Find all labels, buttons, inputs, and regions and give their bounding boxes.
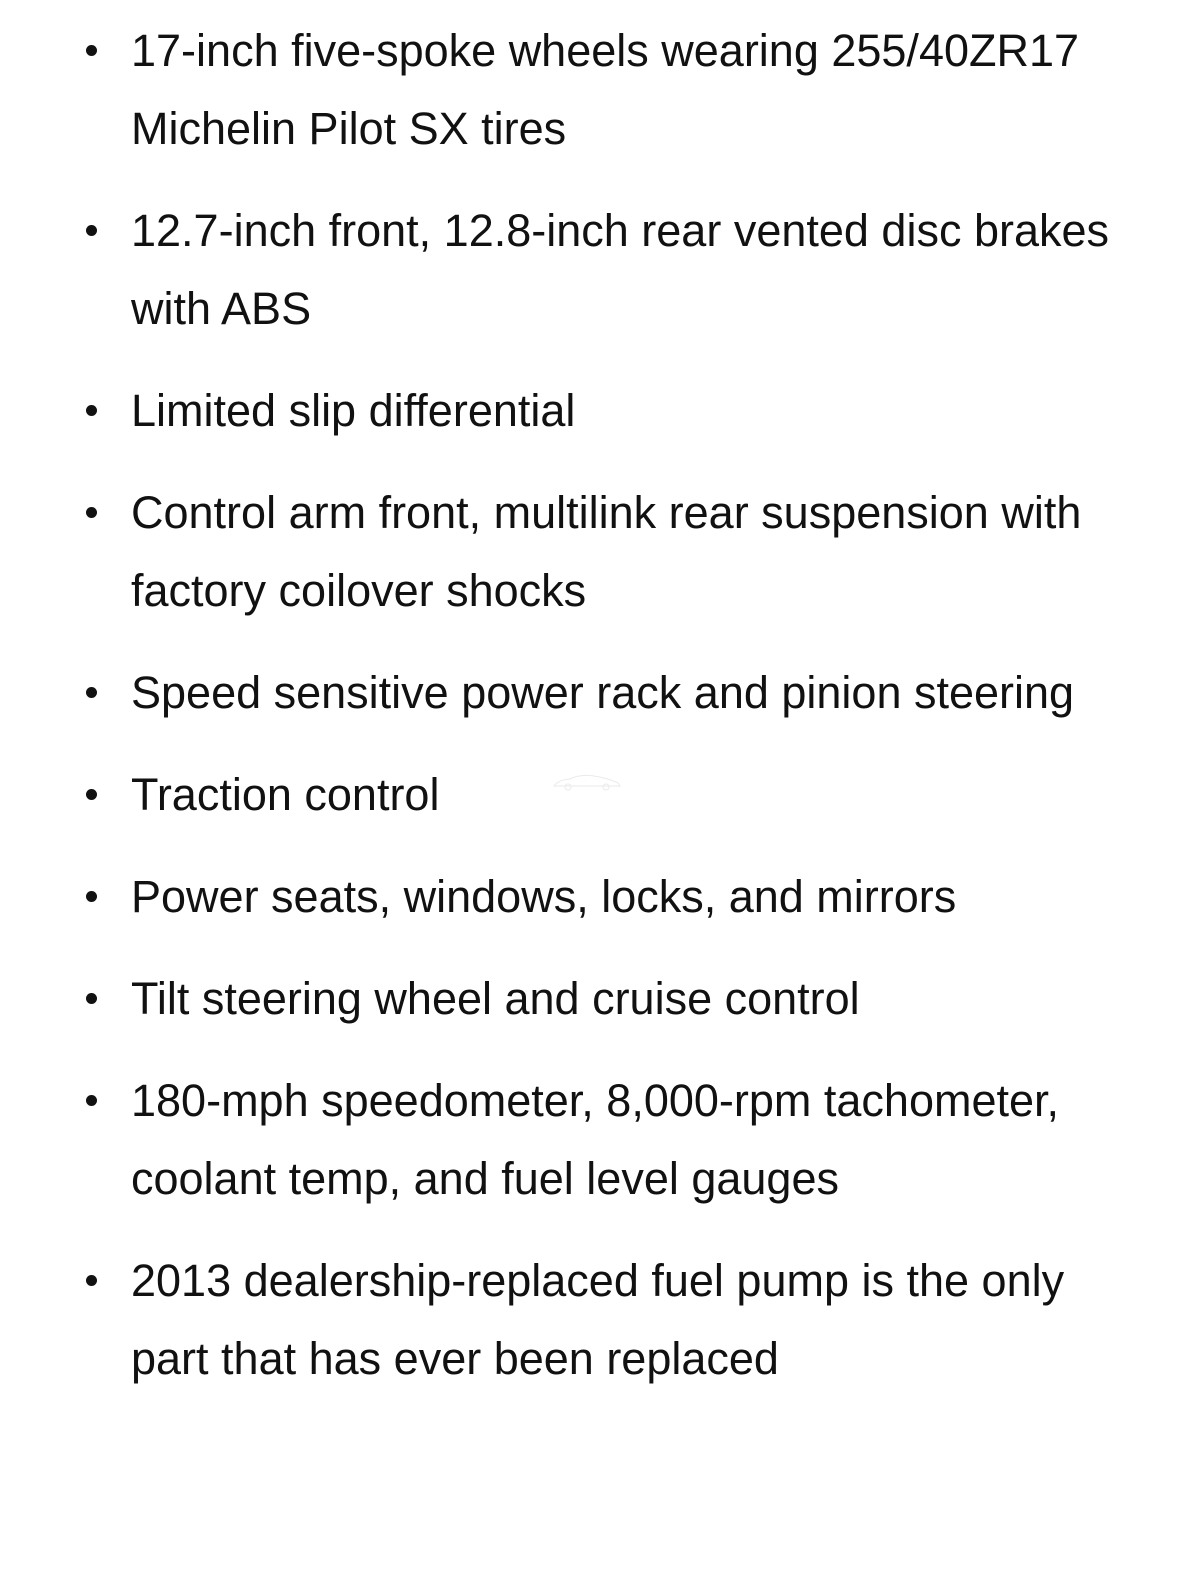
list-item-text: Traction control	[131, 769, 440, 820]
list-item	[0, 372, 1179, 450]
list-item	[0, 756, 1179, 834]
list-item	[0, 960, 1179, 1038]
list-item-text: 2013 dealership-replaced fuel pump is the only part that has ever been replaced	[131, 1255, 1065, 1384]
list-item-text: Control arm front, multilink rear suspension with factory coilover shocks	[131, 487, 1082, 616]
list-item-text: 180-mph speedometer, 8,000-rpm tachometer, coolant temp, and fuel level gauges	[131, 1075, 1060, 1204]
list-item-text: Limited slip differential	[131, 385, 576, 436]
list-item	[0, 192, 1179, 348]
bullet-icon	[86, 1095, 97, 1106]
list-item	[0, 858, 1179, 936]
bullet-icon	[86, 789, 97, 800]
list-item	[0, 1242, 1179, 1398]
bullet-icon	[86, 405, 97, 416]
list-item	[0, 1062, 1179, 1218]
list-item-text: Tilt steering wheel and cruise control	[131, 973, 860, 1024]
bullet-icon	[86, 687, 97, 698]
bullet-icon	[86, 891, 97, 902]
feature-list	[0, 12, 1179, 1422]
bullet-icon	[86, 45, 97, 56]
list-item-text: Speed sensitive power rack and pinion steering	[131, 667, 1075, 718]
bullet-icon	[86, 1275, 97, 1286]
list-item-text: 17-inch five-spoke wheels wearing 255/40ZR17 Michelin Pilot SX tires	[131, 25, 1080, 154]
list-item-text: Power seats, windows, locks, and mirrors	[131, 871, 957, 922]
list-item	[0, 12, 1179, 168]
bullet-icon	[86, 507, 97, 518]
bullet-icon	[86, 225, 97, 236]
car-watermark-icon	[552, 772, 622, 792]
list-item	[0, 654, 1179, 732]
bullet-icon	[86, 993, 97, 1004]
list-item	[0, 474, 1179, 630]
list-item-text: 12.7-inch front, 12.8-inch rear vented disc brakes with ABS	[131, 205, 1110, 334]
